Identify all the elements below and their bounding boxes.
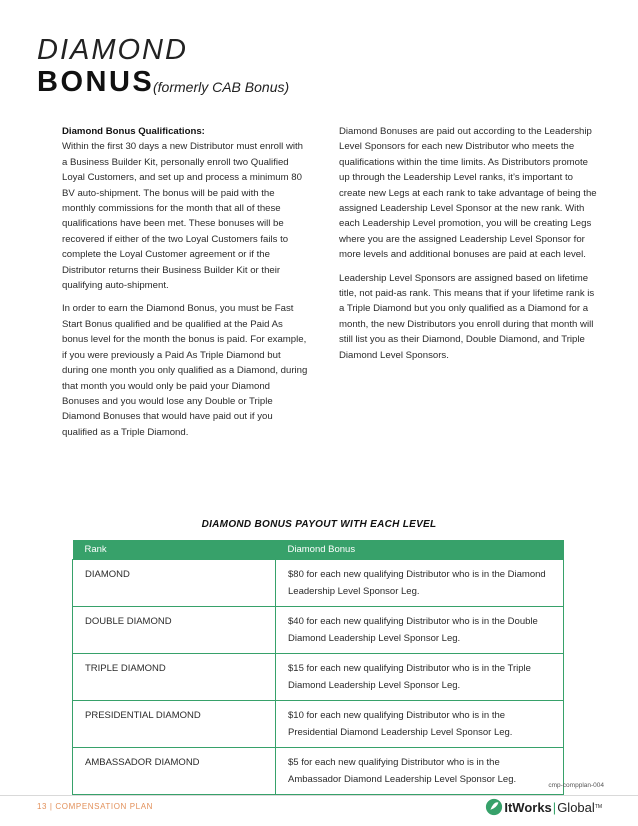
qualifications-heading: Diamond Bonus Qualifications: xyxy=(62,126,205,137)
rank-cell: DIAMOND xyxy=(73,560,276,607)
table-row xyxy=(73,748,564,795)
page-subtitle: (formerly CAB Bonus) xyxy=(153,79,290,95)
bonus-cell: $80 for each new qualifying Distributor who is in the Diamond Leadership Level Sponsor Leg. xyxy=(276,560,564,607)
bonus-cell: $40 for each new qualifying Distributor who is in the Double Diamond Leadership Level Sponsor Leg. xyxy=(276,607,564,654)
left-paragraph-1 xyxy=(62,124,308,293)
right-paragraph-1: Diamond Bonuses are paid out according to the Leadership Level Sponsors for each new Distributor who meets the qualifications within the time limits. As Distributors promote up through the Leadership Level ranks, it’s important to create new Legs at each rank to take advantage of being the assigned Leadership Level Sponsor at the new rank. With each Leadership Level promotion, you will be creating Legs where you are the assigned Leadership Level Sponsor for more levels and additional bonuses are paid at each level. xyxy=(339,126,597,261)
bonus-cell: $15 for each new qualifying Distributor who is in the Triple Diamond Leadership Level Sponsor Leg. xyxy=(276,654,564,701)
rank-cell: AMBASSADOR DIAMOND xyxy=(73,748,276,795)
it-works-leaf-icon xyxy=(485,798,503,816)
rank-cell: PRESIDENTIAL DIAMOND xyxy=(73,701,276,748)
footer-divider xyxy=(0,795,638,796)
footer-page-label: 13 | COMPENSATION PLAN xyxy=(37,802,154,811)
rank-cell: DOUBLE DIAMOND xyxy=(73,607,276,654)
payout-table xyxy=(72,540,564,795)
column-header-bonus: Diamond Bonus xyxy=(276,540,564,560)
table-row xyxy=(73,607,564,654)
logo-works: Works xyxy=(512,799,552,815)
left-column xyxy=(62,124,308,448)
bonus-cell: $5 for each new qualifying Distributor who is in the Ambassador Diamond Leadership Level Sponsor Leg. xyxy=(276,748,564,795)
it-works-global-logo xyxy=(485,797,602,817)
right-paragraph-2: Leadership Level Sponsors are assigned based on lifetime title, not paid-as rank. This means that if your lifetime rank is a Triple Diamond but you only qualified as a Diamond for a month, the new Distributors you enroll during that month will still list you as their Diamond, Double Diamond, and Triple Diamond Level Sponsors. xyxy=(339,272,595,361)
logo-separator: | xyxy=(552,799,557,815)
qualifications-text: Within the first 30 days a new Distributor must enroll with a Business Builder Kit, personally enroll two Qualified Loyal Customers, and set up and process a minimum 80 BV auto-shipment. The bonus will be paid with the monthly commissions for the month that all of these qualifications have been met. These bonuses will be recovered if either of the two Loyal Customers fails to complete the Loyal Customer agreement or if the Distributor returns their Business Builder Kit or their qualifying auto-shipment. xyxy=(62,141,304,292)
table-row xyxy=(73,654,564,701)
table-row xyxy=(73,560,564,607)
bonus-cell: $10 for each new qualifying Distributor who is in the Presidential Diamond Leadership Level Sponsor Leg. xyxy=(276,701,564,748)
logo-it: It xyxy=(504,799,513,815)
page-title-line1: DIAMOND xyxy=(37,34,188,66)
document-code: cmp-compplan-004 xyxy=(548,782,604,789)
table-header-row xyxy=(73,540,564,560)
rank-cell: TRIPLE DIAMOND xyxy=(73,654,276,701)
table-title: DIAMOND BONUS PAYOUT WITH EACH LEVEL xyxy=(201,519,437,530)
left-paragraph-2: In order to earn the Diamond Bonus, you must be Fast Start Bonus qualified and be qualified at the Paid As bonus level for the month the bonus is paid. For example, if you were previously a Paid As Triple Diamond but during one month you only qualified as a Diamond, during that month you would only be paid your Diamond Bonuses and you would lose any Double or Triple Diamond Bonuses that would have paid out if you qualified as a Triple Diamond. xyxy=(62,303,308,438)
column-header-rank: Rank xyxy=(73,540,276,560)
logo-trademark: TM xyxy=(594,804,602,810)
right-column xyxy=(339,124,601,371)
table-row xyxy=(73,701,564,748)
logo-global: Global xyxy=(557,799,595,815)
page-title-line2: BONUS xyxy=(37,66,155,98)
